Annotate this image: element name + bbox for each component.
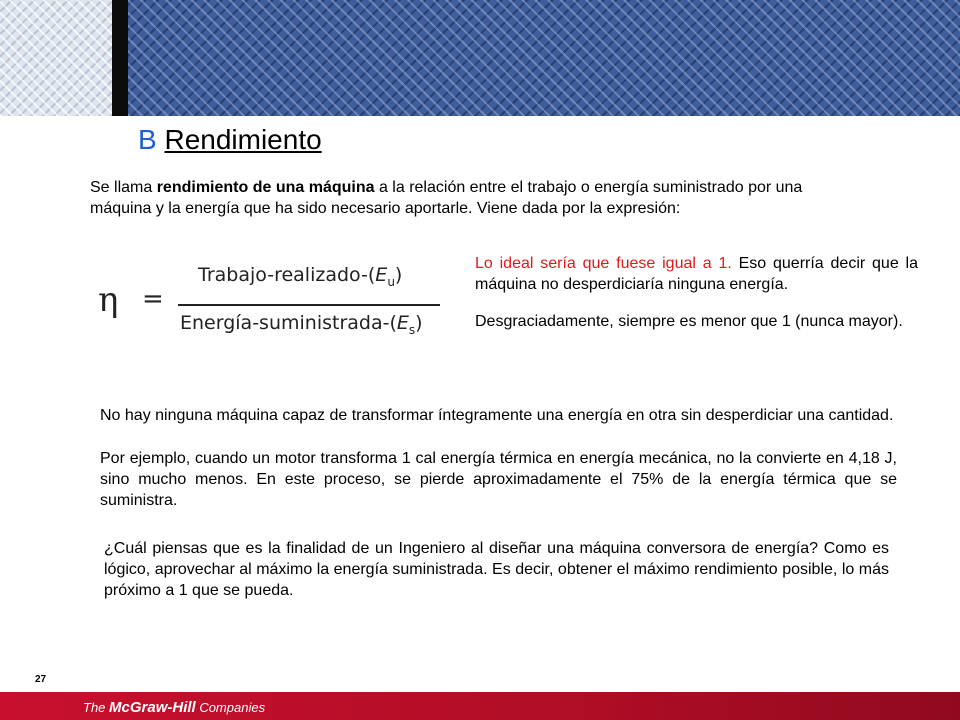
denominator-text: Energía-suministrada-( bbox=[180, 312, 397, 334]
formula-denominator bbox=[180, 312, 423, 337]
denominator-sub: s bbox=[408, 322, 416, 337]
intro-text-bold: rendimiento de una máquina bbox=[156, 179, 375, 196]
side-note-reality: Desgraciadamente, siempre es menor que 1 (nunca mayor). bbox=[475, 313, 903, 330]
brand-name: McGraw-Hill bbox=[109, 699, 196, 716]
banner-pattern-left bbox=[0, 0, 112, 116]
footer-bar bbox=[0, 692, 960, 720]
body-paragraph-2: Por ejemplo, cuando un motor transforma 1 cal energía térmica en energía mecánica, no la convierte en 4,18 J, sino mucho menos. En este proceso, se pierde aproximadamente el 75% de la energía térmica que se suministra. bbox=[100, 450, 897, 509]
body-paragraph-3: ¿Cuál piensas que es la finalidad de un Ingeniero al diseñar una máquina conversora de energía? Como es lógico, aprovechar al máximo la energía suministrada. Es decir, obtener el máximo rendimiento posible, lo más próximo a 1 que se pueda. bbox=[104, 540, 889, 599]
fraction-line bbox=[178, 304, 440, 306]
intro-text-pre: Se llama bbox=[90, 179, 157, 196]
banner-divider-bar bbox=[112, 0, 128, 116]
intro-text-post: a la relación entre el trabajo o energía suministrado por una máquina y la energía que ha sido necesario aportarle. Viene dada por la expresión: bbox=[90, 179, 803, 217]
numerator-var: E bbox=[375, 264, 388, 286]
body-paragraph-1: No hay ninguna máquina capaz de transformar íntegramente una energía en otra sin desperdiciar una cantidad. bbox=[100, 407, 894, 424]
section-title bbox=[138, 124, 322, 156]
brand-suffix: Companies bbox=[195, 700, 266, 715]
numerator-sub: u bbox=[387, 274, 395, 289]
denominator-close: ) bbox=[415, 312, 423, 334]
side-note-rest: Eso querría decir que la máquina no desperdiciaría ninguna energía. bbox=[475, 255, 918, 293]
efficiency-formula bbox=[90, 258, 450, 348]
section-topic: Rendimiento bbox=[164, 124, 322, 155]
eta-symbol: η bbox=[98, 280, 119, 320]
equals-sign: = bbox=[142, 284, 164, 314]
section-letter: B bbox=[138, 124, 157, 155]
numerator-text: Trabajo-realizado-( bbox=[198, 264, 376, 286]
brand-prefix: The bbox=[83, 700, 110, 715]
publisher-logo bbox=[83, 699, 265, 716]
numerator-close: ) bbox=[394, 264, 403, 286]
banner-pattern-right bbox=[128, 0, 960, 116]
formula-numerator bbox=[198, 264, 402, 289]
header-banner bbox=[0, 0, 960, 116]
denominator-var: E bbox=[396, 312, 409, 334]
side-note-ideal bbox=[475, 253, 918, 295]
page-number: 27 bbox=[35, 674, 47, 685]
intro-paragraph bbox=[90, 177, 860, 219]
side-note-red: Lo ideal sería que fuese igual a 1. bbox=[475, 255, 732, 272]
